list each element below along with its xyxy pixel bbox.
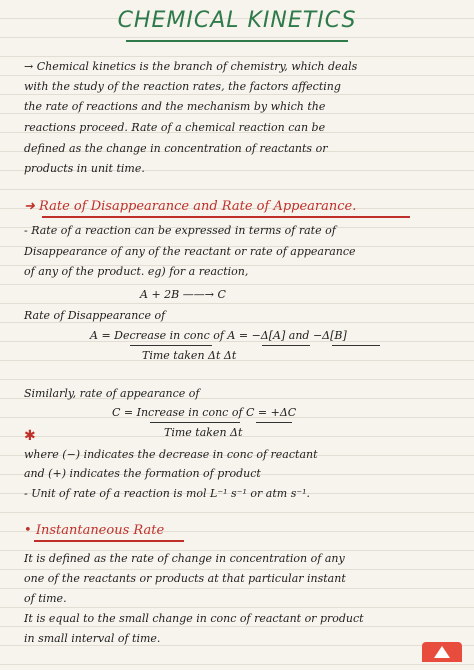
note-line-1: where (−) indicates the decrease in conc of reactant (24, 448, 318, 461)
intro-line-3: the rate of reactions and the mechanism by which the (24, 100, 326, 113)
arrow-bullet-icon: ➜ (24, 199, 40, 214)
intro-line-6: products in unit time. (24, 162, 145, 175)
watermark-logo-icon (422, 642, 462, 662)
star-mark-icon: ✱ (24, 428, 36, 444)
reaction-equation: A + 2B ——→ C (140, 288, 226, 301)
section2-line-1: It is defined as the rate of change in concentration of any (24, 552, 345, 565)
disappearance-equation: A = Decrease in conc of A = −Δ[A] and −Δ[B] (90, 329, 347, 342)
section1-line-3: of any of the product. eg) for a reaction, (24, 265, 249, 278)
title-underline (126, 40, 348, 42)
section2-line-2: one of the reactants or products at that particular instant (24, 572, 346, 585)
intro-line-1: → Chemical kinetics is the branch of chemistry, which deals (24, 60, 358, 73)
heading-underline (34, 540, 184, 542)
intro-line-4: reactions proceed. Rate of a chemical reaction can be (24, 121, 326, 134)
section-heading-instantaneous (24, 524, 456, 538)
disappearance-label: Rate of Disappearance of (24, 309, 166, 322)
section2-line-5: in small interval of time. (24, 632, 161, 645)
fraction-bar (150, 422, 240, 423)
fraction-bar (262, 345, 310, 346)
appearance-equation: C = Increase in conc of C = +ΔC (112, 406, 297, 419)
section2-line-3: of time. (24, 592, 67, 605)
appearance-denominator: Time taken Δt (164, 426, 243, 439)
section-heading-text: Rate of Disappearance and Rate of Appearance. (39, 199, 357, 214)
section1-line-1: - Rate of a reaction can be expressed in terms of rate of (24, 224, 336, 237)
intro-line-5: defined as the change in concentration of reactants or (24, 142, 328, 155)
disappearance-denominator: Time taken Δt Δt (142, 349, 237, 362)
bullet-icon: • (24, 523, 36, 538)
section2-line-4: It is equal to the small change in conc of reactant or product (24, 612, 364, 625)
appearance-label: Similarly, rate of appearance of (24, 387, 200, 400)
page-title: CHEMICAL KINETICS (117, 8, 357, 33)
fraction-bar (256, 422, 292, 423)
section-heading-text: Instantaneous Rate (35, 523, 165, 538)
intro-line-2: with the study of the reaction rates, the factors affecting (24, 80, 341, 93)
note-line-2: and (+) indicates the formation of product (24, 467, 261, 480)
heading-underline (42, 216, 410, 218)
fraction-bar (332, 345, 380, 346)
section-heading-rates (24, 200, 456, 214)
note-line-3: - Unit of rate of a reaction is mol L⁻¹ s⁻¹ or atm s⁻¹. (24, 487, 311, 500)
section1-line-2: Disappearance of any of the reactant or rate of appearance (24, 245, 356, 258)
fraction-bar (130, 345, 212, 346)
